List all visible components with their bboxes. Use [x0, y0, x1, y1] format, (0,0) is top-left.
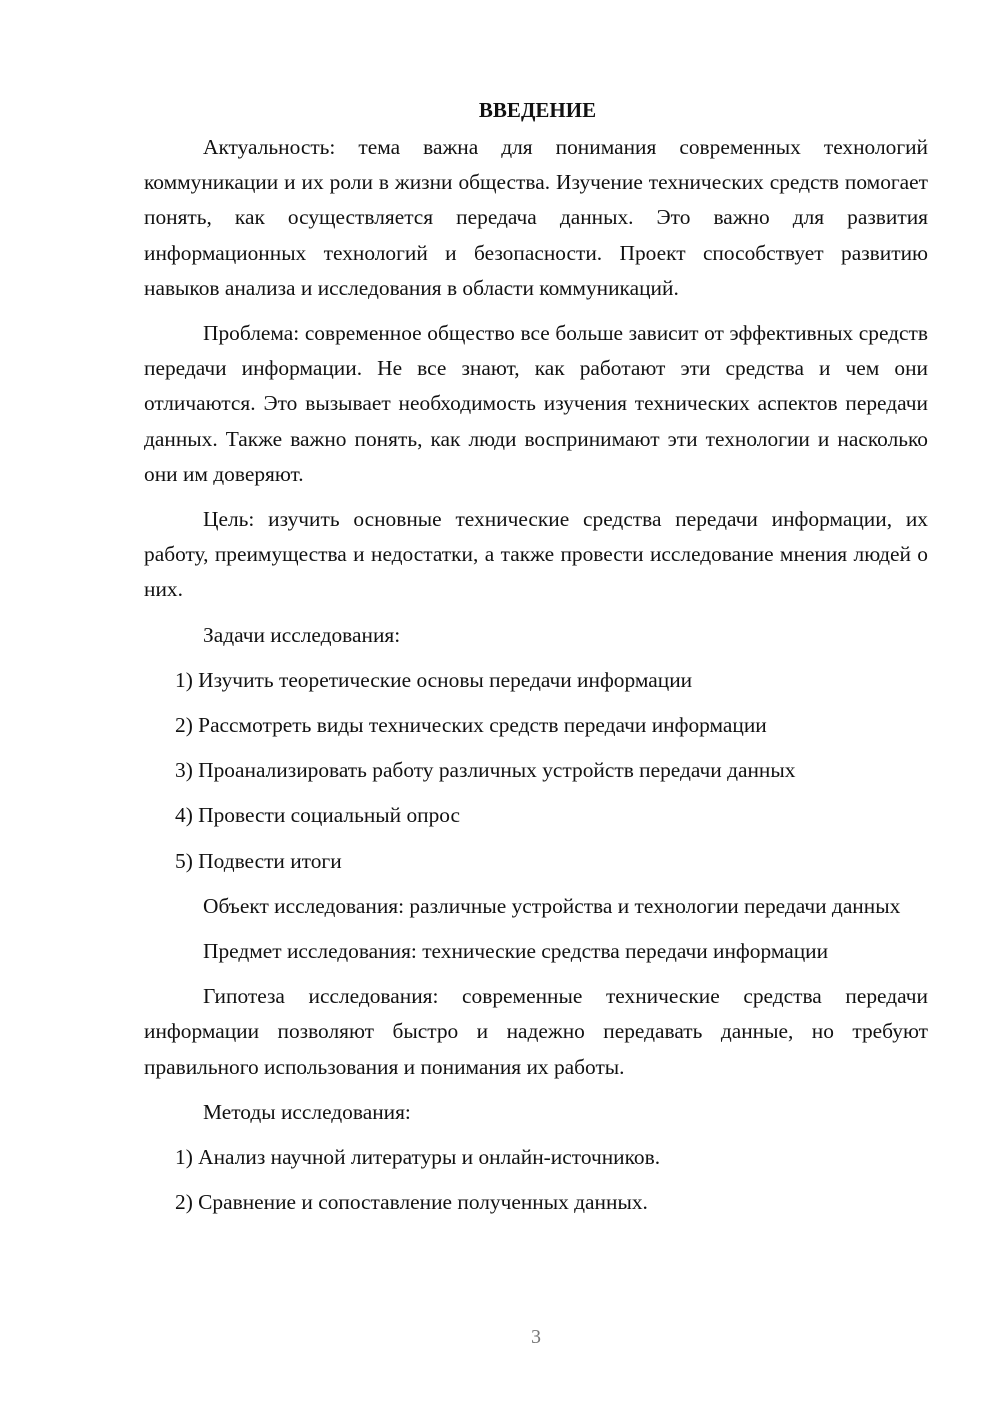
task-item: 2) Рассмотреть виды технических средств передачи информации — [175, 713, 767, 738]
task-item: 4) Провести социальный опрос — [175, 803, 461, 828]
page-number: 3 — [531, 1326, 541, 1348]
hypothesis-paragraph: Гипотеза исследования: современные технические средства передачи информации позволяют быстро и надежно передавать данные, но требуют правильного использования и понимания их работы. — [144, 984, 928, 1079]
page-content — [144, 92, 928, 1220]
method-item: 2) Сравнение и сопоставление полученных данных. — [175, 1190, 648, 1215]
object-paragraph: Объект исследования: различные устройства и технологии передачи данных — [203, 893, 901, 918]
methods-heading: Методы исследования: — [203, 1099, 411, 1124]
tasks-heading: Задачи исследования: — [203, 622, 401, 647]
relevance-paragraph: Актуальность: тема важна для понимания современных технологий коммуникации и их роли в жизни общества. Изучение технических средств помогает понять, как осуществляется передача данных. Это важно для развития информационных технологий и безопасности. Проект способствует развитию навыков анализа и исследования в области коммуникаций. — [144, 135, 928, 300]
method-item: 1) Анализ научной литературы и онлайн-источников. — [175, 1145, 661, 1170]
task-item: 3) Проанализировать работу различных устройств передачи данных — [175, 758, 796, 783]
task-item: 5) Подвести итоги — [175, 848, 342, 873]
task-item: 1) Изучить теоретические основы передачи информации — [175, 667, 693, 692]
problem-paragraph: Проблема: современное общество все больше зависит от эффективных средств передачи информации. Не все знают, как работают эти средства и чем они отличаются. Это вызывает необходимость изучения технических аспектов передачи данных. Также важно понять, как люди воспринимают эти технологии и насколько они им доверяют. — [144, 321, 928, 486]
subject-paragraph: Предмет исследования: технические средства передачи информации — [203, 939, 829, 964]
section-title: ВВЕДЕНИЕ — [478, 98, 597, 122]
goal-paragraph: Цель: изучить основные технические средства передачи информации, их работу, преимущества и недостатки, а также провести исследование мнения людей о них. — [144, 507, 928, 602]
